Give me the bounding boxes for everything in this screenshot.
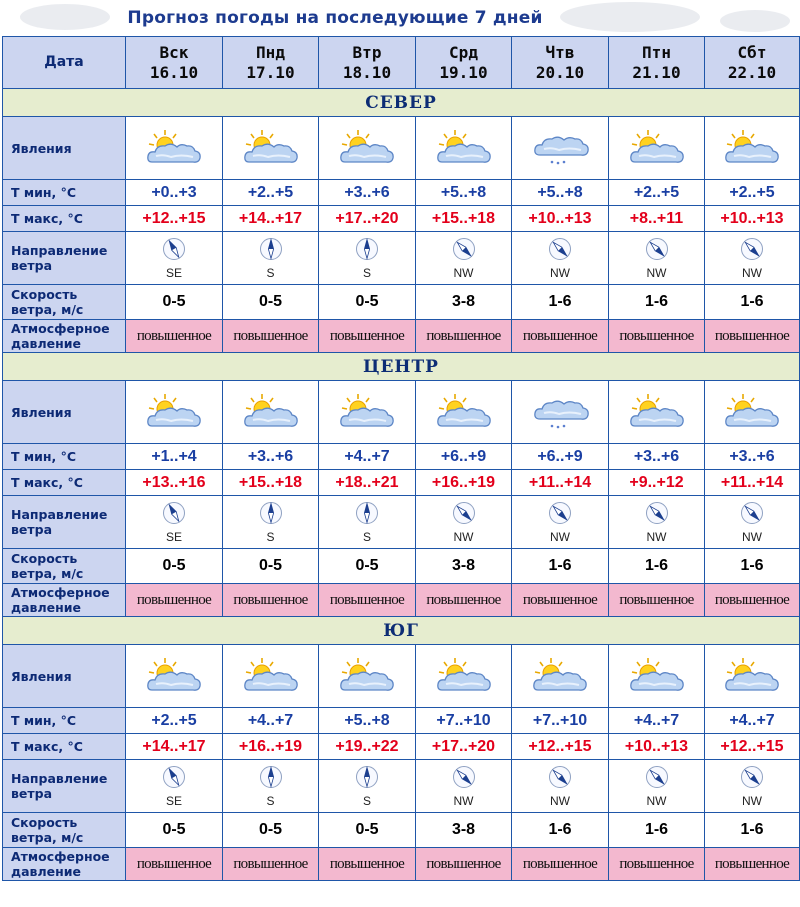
wind-direction-cell xyxy=(319,496,416,549)
day-header xyxy=(512,37,609,89)
compass-icon xyxy=(645,237,669,265)
wind-speed-label-line1: Скорость xyxy=(11,551,78,566)
wind-direction-text: NW xyxy=(742,265,762,280)
wind-direction xyxy=(319,765,415,808)
wind-speed-label xyxy=(3,549,126,584)
compass-icon xyxy=(740,237,764,265)
tmax-row xyxy=(3,206,800,232)
pressure-label-line1: Атмосферное xyxy=(11,849,110,864)
wind-speed-label-line1: Скорость xyxy=(11,287,78,302)
day-of-week: Срд xyxy=(449,42,478,62)
wind-speed-value: 0-5 xyxy=(126,285,223,320)
tmax-value: +10..+13 xyxy=(705,206,800,232)
weather-cell xyxy=(705,645,800,708)
day-date: 19.10 xyxy=(439,62,488,82)
partly-cloudy-icon xyxy=(223,656,318,696)
tmax-value: +9..+12 xyxy=(609,470,705,496)
tmin-value: +7..+10 xyxy=(416,708,512,734)
pressure-value: повышенное xyxy=(416,320,512,353)
region-name: ЦЕНТР xyxy=(3,353,800,381)
weather-cell xyxy=(319,645,416,708)
wind-direction-cell xyxy=(512,496,609,549)
phenomena-row xyxy=(3,645,800,708)
tmax-value: +10..+13 xyxy=(609,734,705,760)
wind-direction-cell xyxy=(319,232,416,285)
tmin-label: Т мин, °С xyxy=(3,708,126,734)
tmin-value: +1..+4 xyxy=(126,444,223,470)
forecast-table xyxy=(2,36,800,881)
pressure-label-line2: давление xyxy=(11,864,81,879)
pressure-value: повышенное xyxy=(319,848,416,881)
wind-direction xyxy=(319,501,415,544)
pressure-row xyxy=(3,848,800,881)
wind-direction xyxy=(126,765,222,808)
day-date: 16.10 xyxy=(149,62,199,82)
compass-icon xyxy=(452,501,476,529)
region-name: СЕВЕР xyxy=(3,89,800,117)
tmin-value: +7..+10 xyxy=(512,708,609,734)
pressure-value: повышенное xyxy=(705,320,800,353)
tmax-value: +14..+17 xyxy=(126,734,223,760)
wind-direction-row xyxy=(3,496,800,549)
day-header xyxy=(319,37,416,89)
pressure-value: повышенное xyxy=(609,320,705,353)
wind-speed-value: 1-6 xyxy=(609,813,705,848)
wind-speed-value: 0-5 xyxy=(319,813,416,848)
partly-cloudy-icon xyxy=(705,128,799,168)
compass-icon xyxy=(740,501,764,529)
wind-direction-cell xyxy=(223,760,319,813)
wind-direction-text: SE xyxy=(165,529,182,544)
compass-icon xyxy=(645,501,669,529)
wind-speed-value: 1-6 xyxy=(512,549,609,584)
weather-cell xyxy=(416,117,512,180)
pressure-label-line2: давление xyxy=(11,336,81,351)
cloud-snow-icon xyxy=(512,392,608,432)
wind-direction-label-line1: Направление xyxy=(11,243,108,258)
wind-speed-value: 3-8 xyxy=(416,549,512,584)
wind-speed-value: 1-6 xyxy=(705,549,800,584)
tmin-value: +5..+8 xyxy=(319,708,416,734)
weather-cell xyxy=(223,117,319,180)
compass-icon xyxy=(548,501,572,529)
wind-direction-text: SE xyxy=(165,793,182,808)
pressure-value: повышенное xyxy=(223,320,319,353)
wind-speed-value: 0-5 xyxy=(223,549,319,584)
tmax-value: +19..+22 xyxy=(319,734,416,760)
weather-cell xyxy=(319,381,416,444)
wind-direction-label xyxy=(3,496,126,549)
day-of-week: Пнд xyxy=(256,42,285,62)
weather-cell xyxy=(705,381,800,444)
wind-direction-label-line2: ветра xyxy=(11,258,53,273)
pressure-label xyxy=(3,584,126,617)
wind-direction xyxy=(512,501,608,544)
day-header xyxy=(416,37,512,89)
wind-speed-value: 1-6 xyxy=(512,285,609,320)
wind-direction xyxy=(609,237,704,280)
day-of-week: Сбт xyxy=(737,42,767,62)
pressure-value: повышенное xyxy=(319,584,416,617)
day-date: 21.10 xyxy=(632,62,681,82)
tmax-value: +12..+15 xyxy=(126,206,223,232)
tmin-value: +2..+5 xyxy=(609,180,705,206)
wind-speed-label-line2: ветра, м/с xyxy=(11,566,84,581)
wind-direction xyxy=(705,501,799,544)
weather-cell xyxy=(416,645,512,708)
wind-direction-cell xyxy=(416,496,512,549)
tmax-value: +13..+16 xyxy=(126,470,223,496)
wind-speed-row xyxy=(3,813,800,848)
partly-cloudy-icon xyxy=(416,656,511,696)
weather-cell xyxy=(223,381,319,444)
wind-direction xyxy=(416,501,511,544)
phenomena-label: Явления xyxy=(3,117,126,180)
day-date: 17.10 xyxy=(246,62,295,82)
pressure-label-line2: давление xyxy=(11,600,81,615)
tmin-value: +5..+8 xyxy=(416,180,512,206)
pressure-value: повышенное xyxy=(126,584,223,617)
day-of-week: Втр xyxy=(352,42,382,62)
partly-cloudy-icon xyxy=(223,128,318,168)
wind-direction-label-line2: ветра xyxy=(11,786,53,801)
wind-direction-text: NW xyxy=(646,265,667,280)
pressure-label xyxy=(3,320,126,353)
partly-cloudy-icon xyxy=(609,656,704,696)
pressure-value: повышенное xyxy=(512,848,609,881)
wind-direction-text: NW xyxy=(742,793,762,808)
wind-direction-text: NW xyxy=(646,793,667,808)
pressure-label-line1: Атмосферное xyxy=(11,585,110,600)
day-header xyxy=(609,37,705,89)
wind-speed-label xyxy=(3,813,126,848)
wind-direction xyxy=(319,237,415,280)
partly-cloudy-icon xyxy=(126,392,222,432)
wind-direction-text: NW xyxy=(550,793,570,808)
header-row xyxy=(3,37,800,89)
tmin-row xyxy=(3,444,800,470)
wind-direction-row xyxy=(3,232,800,285)
wind-direction-text: NW xyxy=(742,529,762,544)
wind-direction-text: NW xyxy=(453,529,474,544)
wind-direction-cell xyxy=(416,232,512,285)
compass-icon xyxy=(259,765,283,793)
day-header xyxy=(126,37,223,89)
weather-cell xyxy=(126,381,223,444)
wind-direction-cell xyxy=(705,232,800,285)
tmin-value: +4..+7 xyxy=(609,708,705,734)
wind-direction xyxy=(705,765,799,808)
wind-direction xyxy=(609,765,704,808)
wind-direction-label-line2: ветра xyxy=(11,522,53,537)
wind-direction-text: S xyxy=(266,529,275,544)
pressure-value: повышенное xyxy=(512,584,609,617)
tmax-row xyxy=(3,734,800,760)
tmin-value: +0..+3 xyxy=(126,180,223,206)
wind-speed-value: 0-5 xyxy=(126,549,223,584)
wind-direction-text: NW xyxy=(550,265,570,280)
wind-direction-text: S xyxy=(266,265,275,280)
pressure-row xyxy=(3,584,800,617)
wind-direction xyxy=(416,765,511,808)
wind-direction-cell xyxy=(319,760,416,813)
tmin-value: +2..+5 xyxy=(705,180,800,206)
wind-direction xyxy=(223,237,318,280)
phenomena-label: Явления xyxy=(3,381,126,444)
wind-speed-label xyxy=(3,285,126,320)
phenomena-row xyxy=(3,117,800,180)
tmin-value: +2..+5 xyxy=(223,180,319,206)
tmin-value: +6..+9 xyxy=(512,444,609,470)
pressure-label xyxy=(3,848,126,881)
wind-direction-cell xyxy=(705,760,800,813)
wind-direction xyxy=(609,501,704,544)
pressure-value: повышенное xyxy=(705,584,800,617)
wind-direction-cell xyxy=(416,760,512,813)
pressure-label-line1: Атмосферное xyxy=(11,321,110,336)
tmax-value: +18..+21 xyxy=(319,470,416,496)
tmin-value: +4..+7 xyxy=(319,444,416,470)
day-of-week: Вск xyxy=(159,42,189,62)
partly-cloudy-icon xyxy=(319,392,415,432)
partly-cloudy-icon xyxy=(512,656,608,696)
tmin-value: +6..+9 xyxy=(416,444,512,470)
partly-cloudy-icon xyxy=(126,656,222,696)
wind-direction-cell xyxy=(126,760,223,813)
weather-cell xyxy=(416,381,512,444)
wind-direction-label-line1: Направление xyxy=(11,507,108,522)
tmax-value: +16..+19 xyxy=(223,734,319,760)
tmin-value: +4..+7 xyxy=(705,708,800,734)
compass-icon xyxy=(355,765,379,793)
tmin-value: +3..+6 xyxy=(705,444,800,470)
wind-speed-value: 0-5 xyxy=(223,285,319,320)
wind-speed-label-line2: ветра, м/с xyxy=(11,830,84,845)
pressure-value: повышенное xyxy=(609,848,705,881)
partly-cloudy-icon xyxy=(416,128,511,168)
wind-direction-label xyxy=(3,760,126,813)
pressure-row xyxy=(3,320,800,353)
wind-direction-cell xyxy=(609,760,705,813)
pressure-value: повышенное xyxy=(416,584,512,617)
partly-cloudy-icon xyxy=(609,392,704,432)
wind-direction-cell xyxy=(126,496,223,549)
weather-cell xyxy=(512,117,609,180)
compass-icon xyxy=(645,765,669,793)
region-row xyxy=(3,89,800,117)
day-date: 20.10 xyxy=(535,62,585,82)
pressure-value: повышенное xyxy=(223,848,319,881)
day-date: 22.10 xyxy=(727,62,777,82)
wind-speed-value: 0-5 xyxy=(223,813,319,848)
weather-cell xyxy=(319,117,416,180)
weather-cell xyxy=(512,381,609,444)
wind-speed-value: 0-5 xyxy=(319,549,416,584)
cloud-snow-icon xyxy=(512,128,608,168)
compass-icon xyxy=(259,501,283,529)
wind-direction-text: S xyxy=(362,529,371,544)
tmin-value: +3..+6 xyxy=(609,444,705,470)
wind-speed-label-line2: ветра, м/с xyxy=(11,302,84,317)
wind-direction-cell xyxy=(126,232,223,285)
wind-speed-row xyxy=(3,549,800,584)
pressure-value: повышенное xyxy=(512,320,609,353)
wind-direction xyxy=(126,501,222,544)
compass-icon xyxy=(355,237,379,265)
weather-cell xyxy=(126,117,223,180)
weather-cell xyxy=(609,117,705,180)
pressure-value: повышенное xyxy=(319,320,416,353)
compass-icon xyxy=(452,765,476,793)
compass-icon xyxy=(548,765,572,793)
tmin-label: Т мин, °С xyxy=(3,180,126,206)
tmin-label: Т мин, °С xyxy=(3,444,126,470)
day-header xyxy=(705,37,800,89)
partly-cloudy-icon xyxy=(319,656,415,696)
compass-icon xyxy=(452,237,476,265)
day-of-week: Чтв xyxy=(545,42,575,62)
tmin-row xyxy=(3,708,800,734)
date-header-label: Дата xyxy=(3,37,126,89)
wind-speed-value: 1-6 xyxy=(609,549,705,584)
tmax-value: +17..+20 xyxy=(416,734,512,760)
pressure-value: повышенное xyxy=(126,320,223,353)
weather-cell xyxy=(609,645,705,708)
wind-direction xyxy=(416,237,511,280)
pressure-value: повышенное xyxy=(609,584,705,617)
tmax-value: +12..+15 xyxy=(512,734,609,760)
wind-direction xyxy=(223,765,318,808)
pressure-value: повышенное xyxy=(126,848,223,881)
weather-cell xyxy=(126,645,223,708)
wind-speed-value: 1-6 xyxy=(705,813,800,848)
partly-cloudy-icon xyxy=(319,128,415,168)
wind-speed-value: 1-6 xyxy=(705,285,800,320)
wind-direction-cell xyxy=(512,232,609,285)
wind-direction xyxy=(705,237,799,280)
wind-direction xyxy=(223,501,318,544)
tmax-label: Т макс, °С xyxy=(3,734,126,760)
wind-direction-text: S xyxy=(362,265,371,280)
pressure-value: повышенное xyxy=(416,848,512,881)
pressure-value: повышенное xyxy=(223,584,319,617)
partly-cloudy-icon xyxy=(705,656,799,696)
wind-direction-text: NW xyxy=(646,529,667,544)
partly-cloudy-icon xyxy=(705,392,799,432)
wind-direction-text: SE xyxy=(165,265,182,280)
weather-cell xyxy=(705,117,800,180)
wind-speed-row xyxy=(3,285,800,320)
day-header xyxy=(223,37,319,89)
wind-speed-value: 3-8 xyxy=(416,813,512,848)
wind-direction-cell xyxy=(609,232,705,285)
wind-speed-value: 1-6 xyxy=(609,285,705,320)
day-of-week: Птн xyxy=(642,42,671,62)
phenomena-label: Явления xyxy=(3,645,126,708)
partly-cloudy-icon xyxy=(223,392,318,432)
region-name: ЮГ xyxy=(3,617,800,645)
tmax-label: Т макс, °С xyxy=(3,470,126,496)
weather-cell xyxy=(223,645,319,708)
tmax-value: +11..+14 xyxy=(512,470,609,496)
wind-speed-value: 3-8 xyxy=(416,285,512,320)
compass-icon xyxy=(740,765,764,793)
tmax-row xyxy=(3,470,800,496)
partly-cloudy-icon xyxy=(416,392,511,432)
wind-direction-row xyxy=(3,760,800,813)
tmax-label: Т макс, °С xyxy=(3,206,126,232)
compass-icon xyxy=(548,237,572,265)
wind-direction-text: S xyxy=(266,793,275,808)
wind-direction-label xyxy=(3,232,126,285)
wind-direction-cell xyxy=(609,496,705,549)
wind-direction-text: NW xyxy=(453,793,474,808)
phenomena-row xyxy=(3,381,800,444)
tmax-value: +15..+18 xyxy=(223,470,319,496)
page-title: Прогноз погоды на последующие 7 дней xyxy=(127,8,543,28)
tmax-value: +12..+15 xyxy=(705,734,800,760)
pressure-value: повышенное xyxy=(705,848,800,881)
tmax-value: +11..+14 xyxy=(705,470,800,496)
wind-direction-cell xyxy=(223,232,319,285)
weather-cell xyxy=(609,381,705,444)
wind-direction-label-line1: Направление xyxy=(11,771,108,786)
compass-icon xyxy=(162,501,186,529)
region-row xyxy=(3,617,800,645)
wind-direction xyxy=(512,237,608,280)
tmin-value: +4..+7 xyxy=(223,708,319,734)
tmax-value: +10..+13 xyxy=(512,206,609,232)
wind-direction xyxy=(126,237,222,280)
tmax-value: +17..+20 xyxy=(319,206,416,232)
compass-icon xyxy=(259,237,283,265)
tmax-value: +16..+19 xyxy=(416,470,512,496)
tmax-value: +14..+17 xyxy=(223,206,319,232)
wind-direction-text: NW xyxy=(453,265,474,280)
wind-speed-value: 1-6 xyxy=(512,813,609,848)
partly-cloudy-icon xyxy=(609,128,704,168)
tmax-value: +8..+11 xyxy=(609,206,705,232)
wind-direction-cell xyxy=(512,760,609,813)
wind-speed-label-line1: Скорость xyxy=(11,815,78,830)
wind-speed-value: 0-5 xyxy=(319,285,416,320)
wind-direction-cell xyxy=(223,496,319,549)
region-row xyxy=(3,353,800,381)
tmin-row xyxy=(3,180,800,206)
compass-icon xyxy=(162,237,186,265)
wind-direction-cell xyxy=(705,496,800,549)
compass-icon xyxy=(162,765,186,793)
wind-direction xyxy=(512,765,608,808)
compass-icon xyxy=(355,501,379,529)
weather-cell xyxy=(512,645,609,708)
tmin-value: +2..+5 xyxy=(126,708,223,734)
tmin-value: +5..+8 xyxy=(512,180,609,206)
wind-direction-text: NW xyxy=(550,529,570,544)
day-date: 18.10 xyxy=(342,62,392,82)
tmin-value: +3..+6 xyxy=(319,180,416,206)
wind-direction-text: S xyxy=(362,793,371,808)
wind-speed-value: 0-5 xyxy=(126,813,223,848)
tmin-value: +3..+6 xyxy=(223,444,319,470)
partly-cloudy-icon xyxy=(126,128,222,168)
tmax-value: +15..+18 xyxy=(416,206,512,232)
